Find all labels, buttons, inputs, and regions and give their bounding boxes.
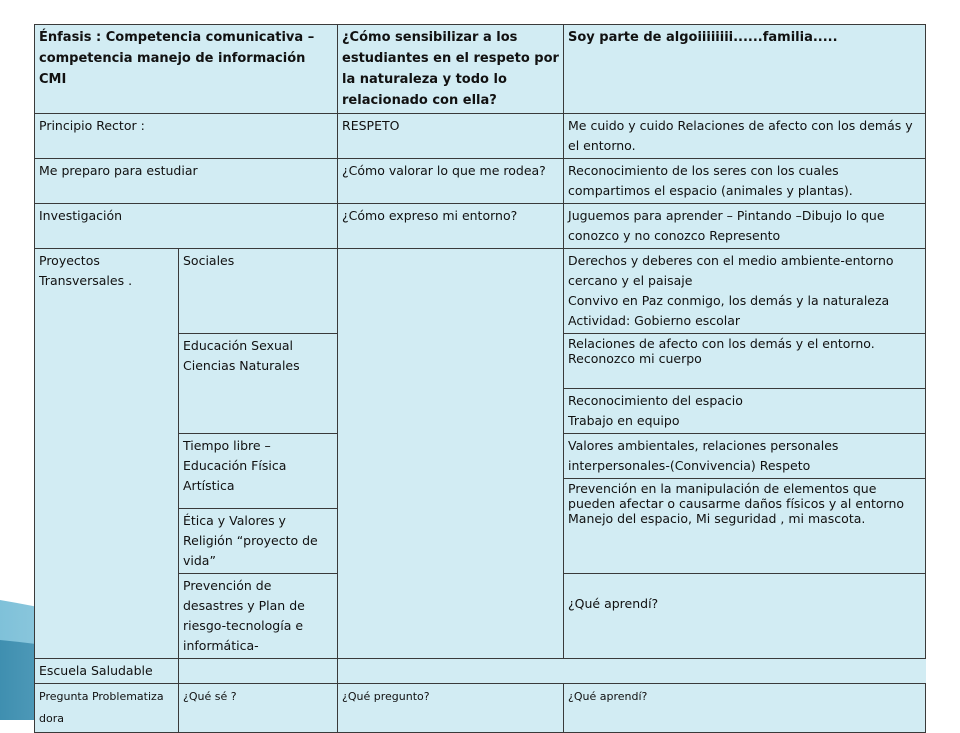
que-se-cell: ¿Qué sé ?	[179, 684, 338, 733]
principio-value: RESPETO	[338, 114, 564, 159]
educacion-desc-2	[564, 389, 926, 434]
investigacion-label: Investigación	[35, 204, 338, 249]
tiempo-desc-2-line-1: Prevención en la manipulación de elementos que pueden afectar o causarme daños físicos y al entorno	[568, 481, 905, 511]
educacion-desc-2-line-2: Trabajo en equipo	[568, 413, 680, 428]
principio-row	[35, 114, 926, 159]
principio-label: Principio Rector :	[35, 114, 338, 159]
escuela-saludable-label: Escuela Saludable	[35, 659, 179, 684]
preparo-label: Me preparo para estudiar	[35, 159, 338, 204]
que-pregunto-cell: ¿Qué pregunto?	[338, 684, 564, 733]
prevencion-label: Prevención de desastres y Plan de riesgo-tecnología e informática-	[179, 574, 338, 659]
educacion-desc-1-line-1: Relaciones de afecto con los demás y el entorno.	[568, 336, 875, 351]
empty-desc-cell	[564, 574, 926, 659]
blank-column-cell	[338, 249, 564, 659]
preparo-question: ¿Cómo valorar lo que me rodea?	[338, 159, 564, 204]
proyectos-label: Proyectos Transversales .	[35, 249, 179, 659]
educacion-label: Educación Sexual Ciencias Naturales	[179, 334, 338, 434]
pregunta-problematizadora-label: Pregunta Problematiza dora	[35, 684, 179, 733]
sociales-desc	[564, 249, 926, 334]
preparo-desc: Reconocimiento de los seres con los cuales compartimos el espacio (animales y plantas).	[564, 159, 926, 204]
pregunta-cell: ¿Cómo sensibilizar a los estudiantes en el respeto por la naturaleza y todo lo relacionado con ella?	[338, 25, 564, 114]
tiempo-desc-1: Valores ambientales, relaciones personales interpersonales-(Convivencia) Respeto	[564, 434, 926, 479]
investigacion-desc: Juguemos para aprender – Pintando –Dibujo lo que conozco y no conozco Represento	[564, 204, 926, 249]
sociales-line-1: Derechos y deberes con el medio ambiente-entorno	[568, 253, 894, 268]
principio-desc: Me cuido y cuido Relaciones de afecto con los demás y el entorno.	[564, 114, 926, 159]
tiempo-label: Tiempo libre – Educación Física Artística	[179, 434, 338, 509]
planning-table	[34, 24, 926, 733]
sociales-label: Sociales	[179, 249, 338, 334]
investigacion-row	[35, 204, 926, 249]
proyectos-row-sociales	[35, 249, 926, 334]
sociales-line-2: cercano y el paisaje	[568, 273, 693, 288]
header-row	[35, 25, 926, 114]
enfasis-cell: Énfasis : Competencia comunicativa – competencia manejo de información CMI	[35, 25, 338, 114]
sociales-line-3: Convivo en Paz conmigo, los demás y la naturaleza	[568, 293, 890, 308]
preparo-row	[35, 159, 926, 204]
escuela-desc-cell	[179, 659, 338, 684]
educacion-desc-1	[564, 334, 926, 389]
etica-label: Ética y Valores y Religión “proyecto de vida”	[179, 509, 338, 574]
tiempo-desc-2	[564, 479, 926, 574]
footer-row	[35, 684, 926, 733]
educacion-desc-1-line-2: Reconozco mi cuerpo	[568, 351, 702, 366]
titulo-cell: Soy parte de algoiiiiiiii......familia.....	[564, 25, 926, 114]
proyectos-row-escuela	[35, 659, 926, 684]
educacion-desc-2-line-1: Reconocimiento del espacio	[568, 393, 743, 408]
investigacion-question: ¿Cómo expreso mi entorno?	[338, 204, 564, 249]
tiempo-desc-2-line-2: Manejo del espacio, Mi seguridad , mi mascota.	[568, 511, 866, 526]
prevencion-aprendi: ¿Qué aprendí?	[568, 596, 659, 611]
que-aprendi-cell: ¿Qué aprendí?	[564, 684, 926, 733]
sociales-line-4: Actividad: Gobierno escolar	[568, 313, 741, 328]
